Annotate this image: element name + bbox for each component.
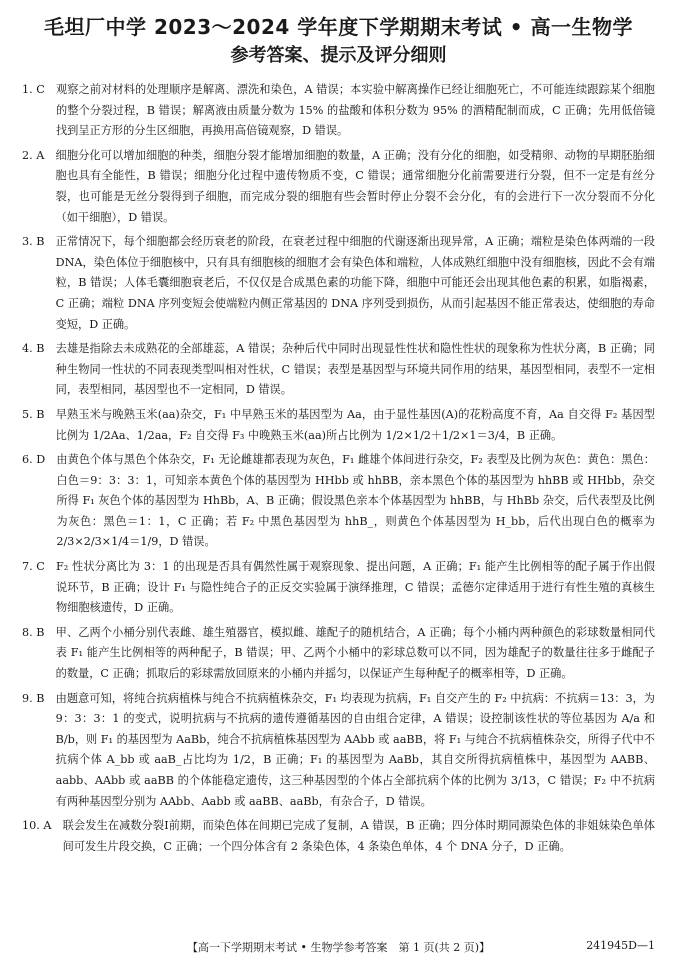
item-answer: B [36,407,56,421]
answer-list [22,80,655,857]
item-answer: B [36,235,56,249]
answer-item-2 [22,146,655,228]
item-explanation: 去雄是指除去未成熟花的全部雄蕊，A 错误；杂种后代中同时出现显性性状和隐性性状的现象称为性状分离，B 正确；同种生物同一性状的不同表现类型叫相对性状，C 错误；表型是基因型与环境共同作用的结果，基因型相同，表型不一定相同，表型相同，基因型也不一定相同，D 错误。 [55,342,655,397]
item-explanation: 观察之前对材料的处理顺序是解离、漂洗和染色，A 错误；本实验中解离操作已经让细胞死亡，不可能连续跟踪某个细胞的整个分裂过程，B 错误；解离液由质量分数为 15% 的盐酸和体积分数为 95% 的酒精配制而成，C 正确；先用低倍镜找到呈正方形的分生区细胞，再换用高倍镜观察，D 错误。 [55,83,655,138]
item-explanation: 细胞分化可以增加细胞的种类，细胞分裂才能增加细胞的数量，A 正确；没有分化的细胞，如受精卵、动物的早期胚胎细胞也具有全能性，B 错误；细胞分化过程中遗传物质不变，C 错误；通常细胞分化前需要进行分裂，但不一定是有丝分裂，也可能是无丝分裂得到子细胞，而完成分裂的细胞有些会暂时停止分裂不会分化，有的会进行下一次分裂而不分化（如干细胞），D 错误。 [55,148,655,224]
item-number: 2. [22,148,37,162]
answer-item-10 [22,816,655,857]
item-answer: B [36,342,56,356]
item-answer: B [36,625,56,639]
answer-item-7 [22,557,655,619]
page-title: 毛坦厂中学 2023～2024 学年度下学期期末考试 • 高一生物学 [44,15,633,39]
item-explanation: 正常情况下，每个细胞都会经历衰老的阶段，在衰老过程中细胞的代谢逐渐出现异常，A 正确；端粒是染色体两端的一段 DNA，染色体位于细胞核中，只有具有细胞核的细胞才会有染色体和端粒，人体成熟红细胞中没有细胞核，因此不会有端粒，B 错误；人体毛囊细胞衰老后，不仅仅是合成黑色素的功能下降，细胞中可能还会出现其他色素的积累，如脂褐素，C 正确；端粒 DNA 序列变短会使端粒内侧正常基因的 DNA 序列受到损伤，从而引起基因不能正常表达，使细胞的寿命变短，D 正确。 [55,235,655,331]
item-number: 4. [22,342,37,356]
item-number: 1. [22,83,37,96]
page-subtitle: 参考答案、提示及评分细则 [230,45,447,66]
item-answer: D [36,453,57,467]
item-number: 8. [22,625,37,639]
item-number: 3. [22,235,37,249]
answer-item-6 [22,450,655,553]
item-number: 9. [22,691,37,705]
answer-item-8 [22,623,655,685]
item-number: 6. [22,453,37,467]
item-explanation: 早熟玉米与晚熟玉米(aa)杂交，F₁ 中早熟玉米的基因型为 Aa，由于显性基因(A)的花粉高度不育，Aa 自交得 F₂ 基因型比例为 1/2Aa、1/2aa，F₂ 自交得 F₃ 中晚熟玉米(aa)所占比例为 1/2×1/2＋1/2×1＝3/4，B 正确。 [55,407,655,442]
item-explanation: 由黄色个体与黑色个体杂交，F₁ 无论雌雄都表现为灰色，F₁ 雌雄个体间进行杂交，F₂ 表型及比例为灰色：黄色：黑色：白色＝9：3：3：1，可知亲本黄色个体的基因型为 HHbb 或 hhBB，亲本黑色个体的基因型为 hhBB 或 HHbb，杂交所得 F₁ 灰色个体的基因型为 HhBb，A、B 正确；假设黑色亲本个体基因型为 hhBB，与 HhBb 杂交，后代表型及比例为灰色：黑色＝1：1，C 正确；若 F₂ 中黑色基因型为 hhB_，则黄色个体基因型为 H_bb，后代出现白色的概率为 2/3×2/3×1/4＝1/9，D 错误。 [56,453,655,549]
item-explanation: 甲、乙两个小桶分别代表雌、雄生殖器官，模拟雌、雄配子的随机结合，A 正确；每个小桶内两种颜色的彩球数量相同代表 F₁ 能产生比例相等的两种配子，B 错误；甲、乙两个小桶中的彩球总数可以不同，因为雄配子的数量往往多于雌配子的数量，C 正确；抓取后的彩球需放回原来的小桶内并摇匀，以保证产生每种配子的概率相等，D 正确。 [55,625,655,681]
page-footer [0,939,677,955]
answer-item-4 [22,339,655,401]
item-answer: B [36,691,56,705]
item-number: 5. [22,407,37,421]
item-explanation: F₂ 性状分离比为 3：1 的出现是否具有偶然性属于观察现象、提出问题，A 正确；F₁ 能产生比例相等的配子属于作出假说环节，B 正确；设计 F₁ 与隐性纯合子的正反交实验属于演绎推理，C 错误；孟德尔定律适用于进行有性生殖的真核生物细胞核遗传，D 正确。 [55,560,655,615]
item-number: 10. [22,819,44,833]
item-answer: C [36,83,56,96]
item-answer: A [43,819,63,833]
item-number: 7. [22,560,37,574]
footer-page-info: 【高一下学期期末考试 • 生物学参考答案 第 1 页(共 2 页)】 [186,941,491,954]
answer-item-3 [22,232,655,335]
answer-item-5 [22,405,655,446]
item-explanation: 由题意可知，将纯合抗病植株与纯合不抗病植株杂交，F₁ 均表现为抗病，F₁ 自交产生的 F₂ 中抗病：不抗病＝13：3，为 9：3：3：1 的变式，说明抗病与不抗病的遗传遵循基因的自由组合定律，A 错误；设控制该性状的等位基因为 A/a 和 B/b，则 F₁ 的基因型为 AaBb，纯合不抗病植株基因型为 AAbb 或 aaBB，将 F₁ 与纯合不抗病植株杂交，所得子代中不抗病个体 A_bb 或 aaB_占比均为 1/2，B 正确；F₁ 的基因型为 AaBb，其自交所得抗病植株中，基因型为 AABB、aabb、AAbb 或 aaBB 的个体能稳定遗传，这三种基因型的个体占全部抗病个体的比例为 3/13，C 错误；F₂ 中不抗病有两种基因型分别为 AAbb、Aabb 或 aaBB、aaBb，有杂合子，D 错误。 [55,691,655,808]
answer-item-9 [22,689,655,813]
item-answer: C [36,560,56,574]
item-answer: A [36,148,56,162]
answer-item-1 [22,80,655,142]
footer-paper-code: 241945D—1 [586,939,655,952]
item-explanation: 联会发生在减数分裂Ⅰ前期，而染色体在间期已完成了复制，A 错误，B 正确；四分体时期同源染色体的非姐妹染色单体间可发生片段交换，C 正确；一个四分体含有 2 条染色体，4 条染色单体，4 个 DNA 分子，D 正确。 [62,819,655,853]
